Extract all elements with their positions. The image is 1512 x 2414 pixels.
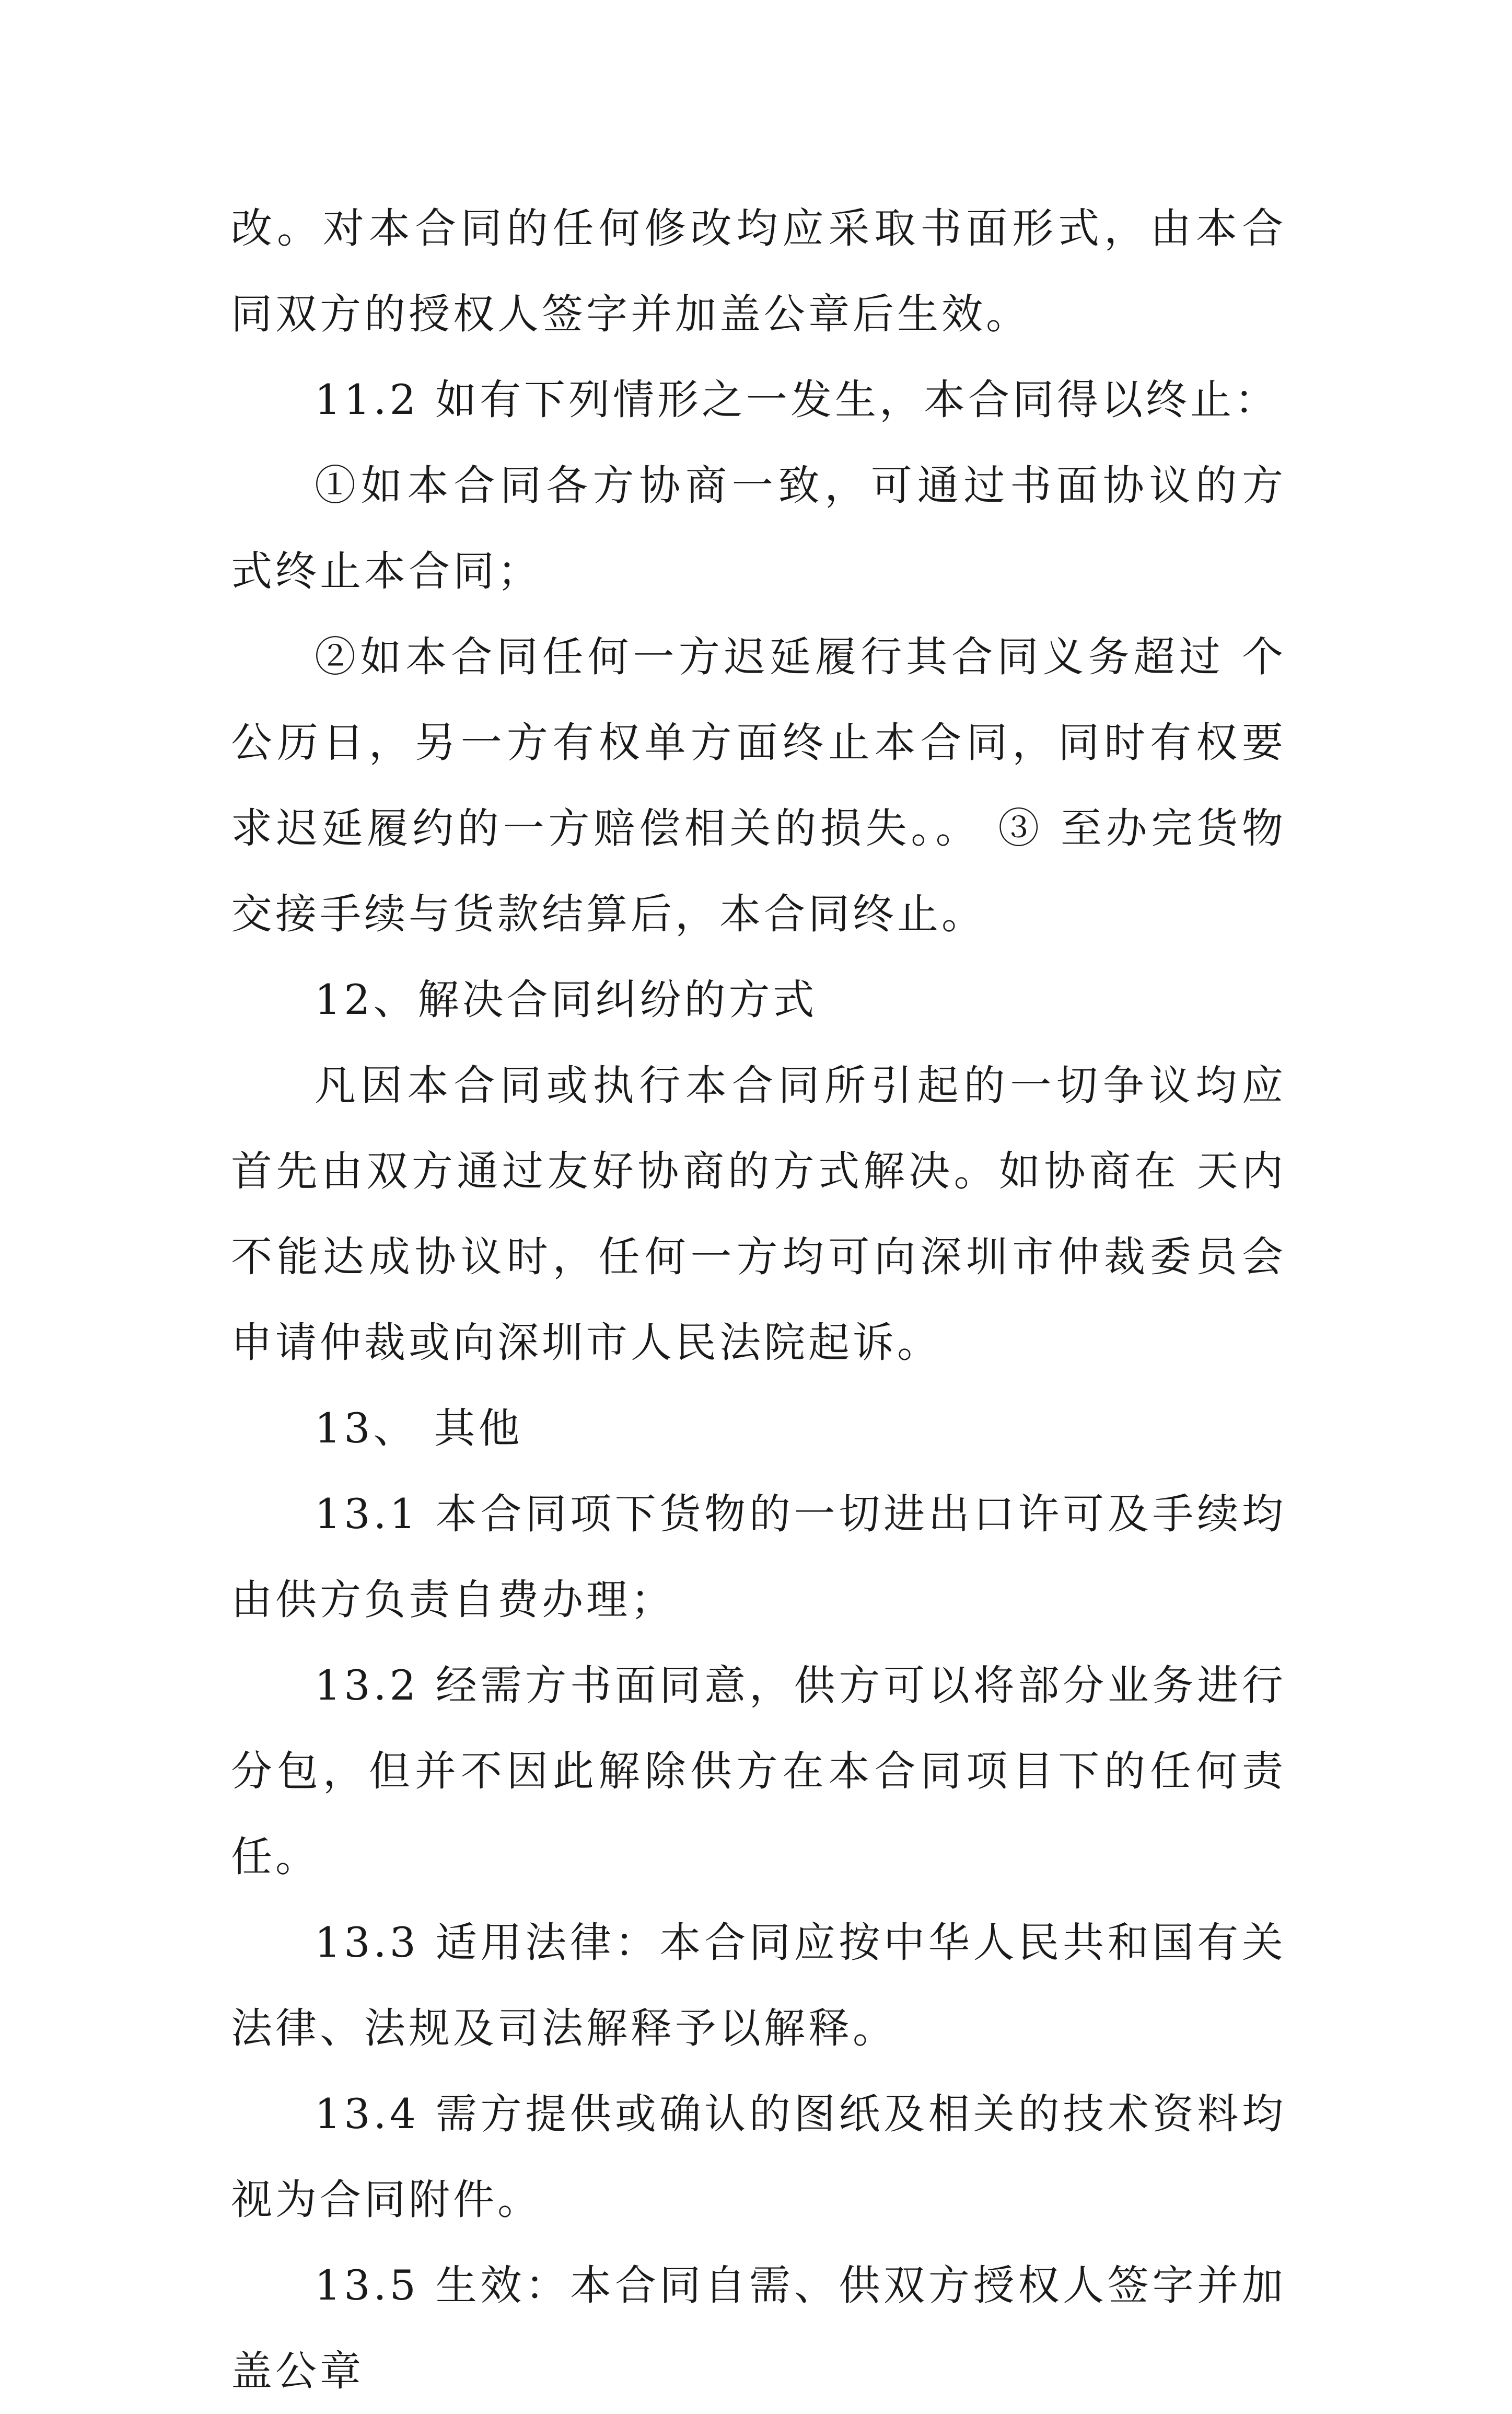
paragraph-dispute-resolution: 凡因本合同或执行本合同所引起的一切争议均应首先由双方通过友好协商的方式解决。如协商在 天内不能达成协议时，任何一方均可向深圳市仲裁委员会申请仲裁或向深圳市人民法院起诉。	[231, 1061, 1286, 1367]
paragraph-termination-item-2-3: ②如本合同任何一方迟延履行其合同义务超过 个公历日，另一方有权单方面终止本合同，同时有权要求迟延履约的一方赔偿相关的损失。。 ③ 至办完货物交接手续与货款结算后，本合同终止。	[231, 633, 1286, 938]
paragraph-13-2: 13.2 经需方书面同意，供方可以将部分业务进行分包，但并不因此解除供方在本合同项目下的任何责任。	[231, 1661, 1286, 1881]
paragraph-13-4: 13.4 需方提供或确认的图纸及相关的技术资料均视为合同附件。	[231, 2090, 1286, 2224]
paragraph-13-5: 13.5 生效：本合同自需、供双方授权人签字并加盖公章	[231, 2261, 1286, 2395]
document-body	[231, 186, 1286, 2414]
section-heading-12: 12、解决合同纠纷的方式	[315, 976, 818, 1024]
paragraph-amendment-continuation: 改。对本合同的任何修改均应采取书面形式，由本合同双方的授权人签字并加盖公章后生效。	[231, 204, 1286, 338]
paragraph-termination-item-1: ①如本合同各方协商一致，可通过书面协议的方式终止本合同；	[231, 461, 1286, 595]
section-heading-13: 13、 其他	[315, 1404, 523, 1452]
paragraph-13-3: 13.3 适用法律：本合同应按中华人民共和国有关法律、法规及司法解释予以解释。	[231, 1919, 1286, 2052]
paragraph-13-1: 13.1 本合同项下货物的一切进出口许可及手续均由供方负责自费办理；	[231, 1490, 1286, 1624]
paragraph-11-2: 11.2 如有下列情形之一发生，本合同得以终止：	[315, 376, 1280, 424]
